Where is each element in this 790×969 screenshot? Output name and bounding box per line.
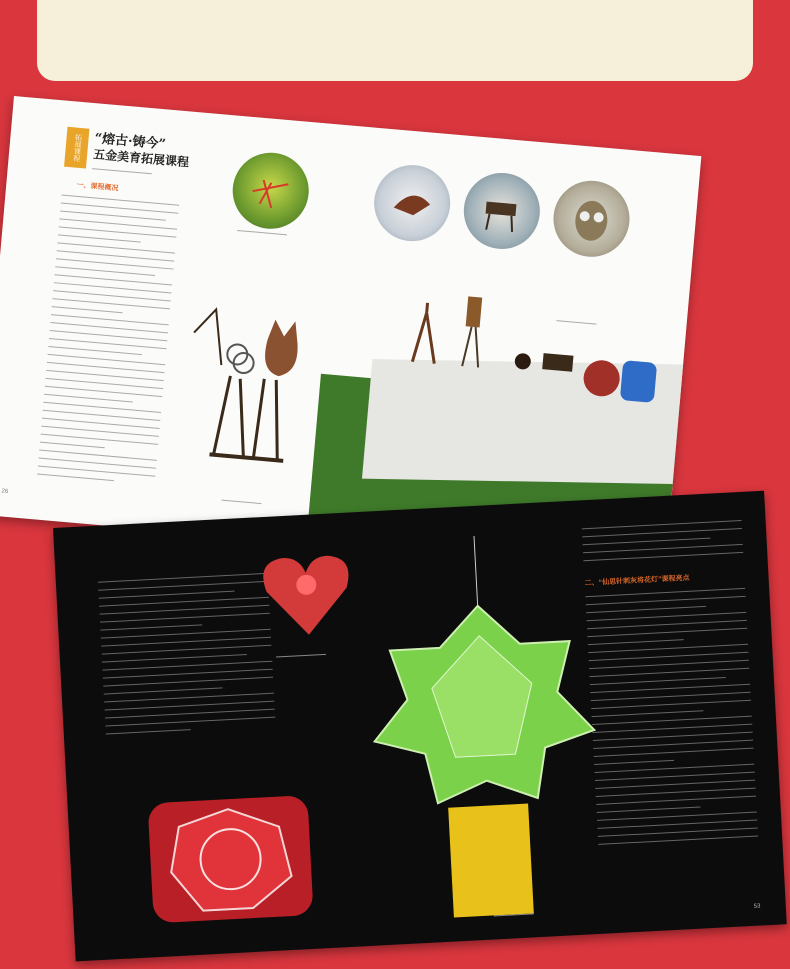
body-text-column xyxy=(582,520,744,568)
article-title-line2: 五金美育拓展课程 xyxy=(92,147,190,170)
photo-metal-dragonfly xyxy=(230,150,312,232)
photo-metal-owl xyxy=(550,178,632,260)
photo-metal-cat xyxy=(171,302,316,493)
photo-heart-lantern xyxy=(254,542,359,647)
section-heading: 一、课程概况 xyxy=(76,181,119,193)
page-number: 26 xyxy=(1,488,9,495)
page-number: 53 xyxy=(753,903,761,910)
photo-caption xyxy=(221,500,261,507)
photo-caption xyxy=(237,230,287,238)
body-text-column xyxy=(98,573,276,742)
article-title-line1: “熔古·铸今” xyxy=(93,131,167,153)
section-heading: 二、“仙思针刺灰将花灯”课程亮点 xyxy=(584,574,690,588)
magazine-page-right xyxy=(53,491,787,962)
section-tag: 拓展课程 xyxy=(64,127,89,169)
body-text-column xyxy=(35,195,179,504)
photo-metal-animal xyxy=(461,170,543,252)
body-text-column xyxy=(585,588,758,852)
cream-header-panel xyxy=(37,0,753,81)
photo-green-lantern xyxy=(354,530,615,942)
photo-caption xyxy=(276,654,326,661)
photo-red-lantern xyxy=(126,764,335,944)
photo-metal-bird xyxy=(371,162,453,244)
